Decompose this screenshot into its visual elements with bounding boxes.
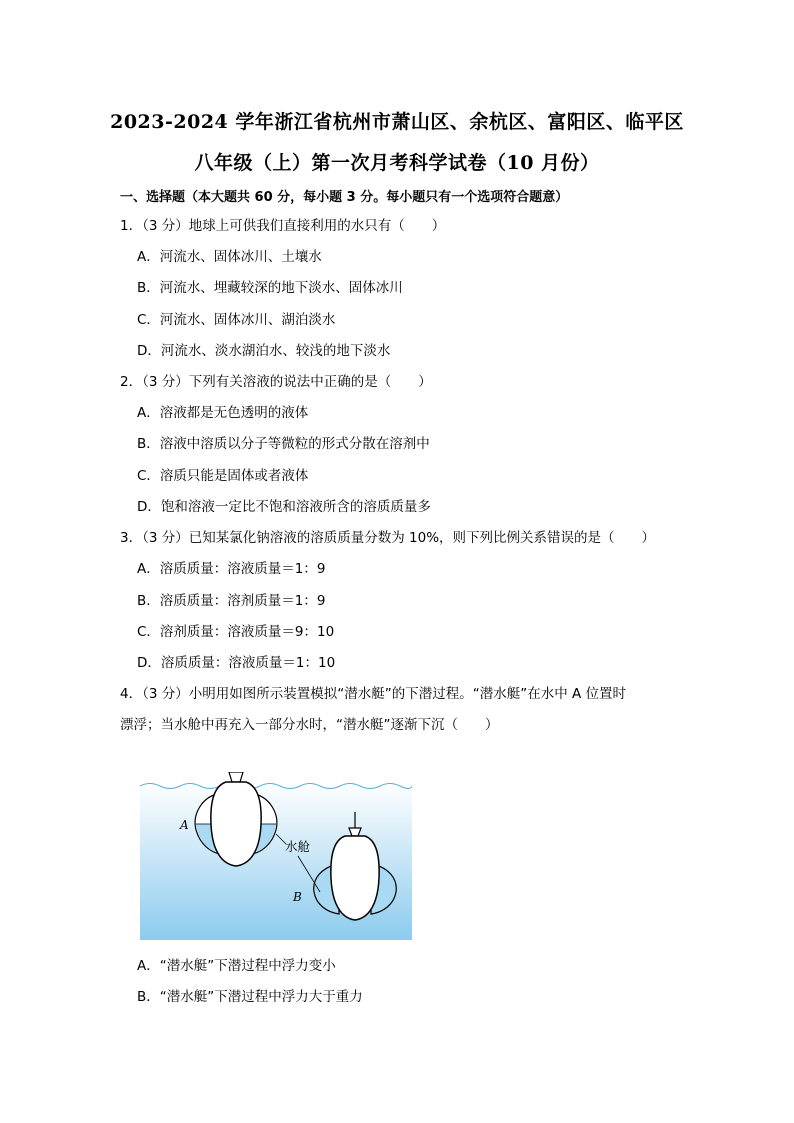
question-4-option-b: B．“潜水艇”下潜过程中浮力大于重力 (137, 989, 363, 1005)
question-1-stem: 1．（3 分）地球上可供我们直接利用的水只有（ ） (120, 218, 446, 234)
question-1-option-b: B．河流水、埋藏较深的地下淡水、固体冰川 (137, 280, 403, 296)
label-b: B (293, 890, 302, 904)
question-2-stem: 2．（3 分）下列有关溶液的说法中正确的是（ ） (120, 374, 432, 390)
question-1-option-a: A．河流水、固体冰川、土壤水 (137, 249, 322, 265)
submarine-figure (140, 772, 412, 940)
label-water-tank: 水舱 (285, 839, 311, 854)
question-2-option-a: A．溶液都是无色透明的液体 (137, 405, 309, 421)
section-heading: 一、选择题（本大题共 60 分，每小题 3 分。每小题只有一个选项符合题意） (120, 190, 569, 205)
question-3-option-d: D．溶质质量：溶液质量＝1：10 (137, 655, 336, 671)
label-a: A (180, 818, 189, 832)
question-2-option-c: C．溶质只能是固体或者液体 (137, 468, 309, 484)
exam-title-line-1: 2023-2024 学年浙江省杭州市萧山区、余杭区、富阳区、临平区 (110, 111, 684, 133)
question-2-option-d: D．饱和溶液一定比不饱和溶液所含的溶质质量多 (137, 499, 431, 515)
question-3-option-a: A．溶质质量：溶液质量＝1：9 (137, 561, 326, 577)
question-2-option-b: B．溶液中溶质以分子等微粒的形式分散在溶剂中 (137, 436, 430, 452)
question-3-stem: 3．（3 分）已知某氯化钠溶液的溶质质量分数为 10%，则下列比例关系错误的是（ ） (120, 530, 656, 546)
question-4-stem-line-2: 漂浮；当水舱中再充入一部分水时，“潜水艇”逐渐下沉（ ） (120, 717, 499, 733)
question-1-option-d: D．河流水、淡水湖泊水、较浅的地下淡水 (137, 343, 391, 359)
question-3-option-c: C．溶剂质量：溶液质量＝9：10 (137, 624, 335, 640)
question-1-option-c: C．河流水、固体冰川、湖泊淡水 (137, 312, 336, 328)
question-4-option-a: A．“潜水艇”下潜过程中浮力变小 (137, 958, 336, 974)
question-4-stem-line-1: 4．（3 分）小明用如图所示装置模拟“潜水艇”的下潜过程。“潜水艇”在水中 A 位置时 (120, 686, 627, 702)
question-3-option-b: B．溶质质量：溶剂质量＝1：9 (137, 593, 326, 609)
exam-title-line-2: 八年级（上）第一次月考科学试卷（10 月份） (194, 152, 600, 174)
